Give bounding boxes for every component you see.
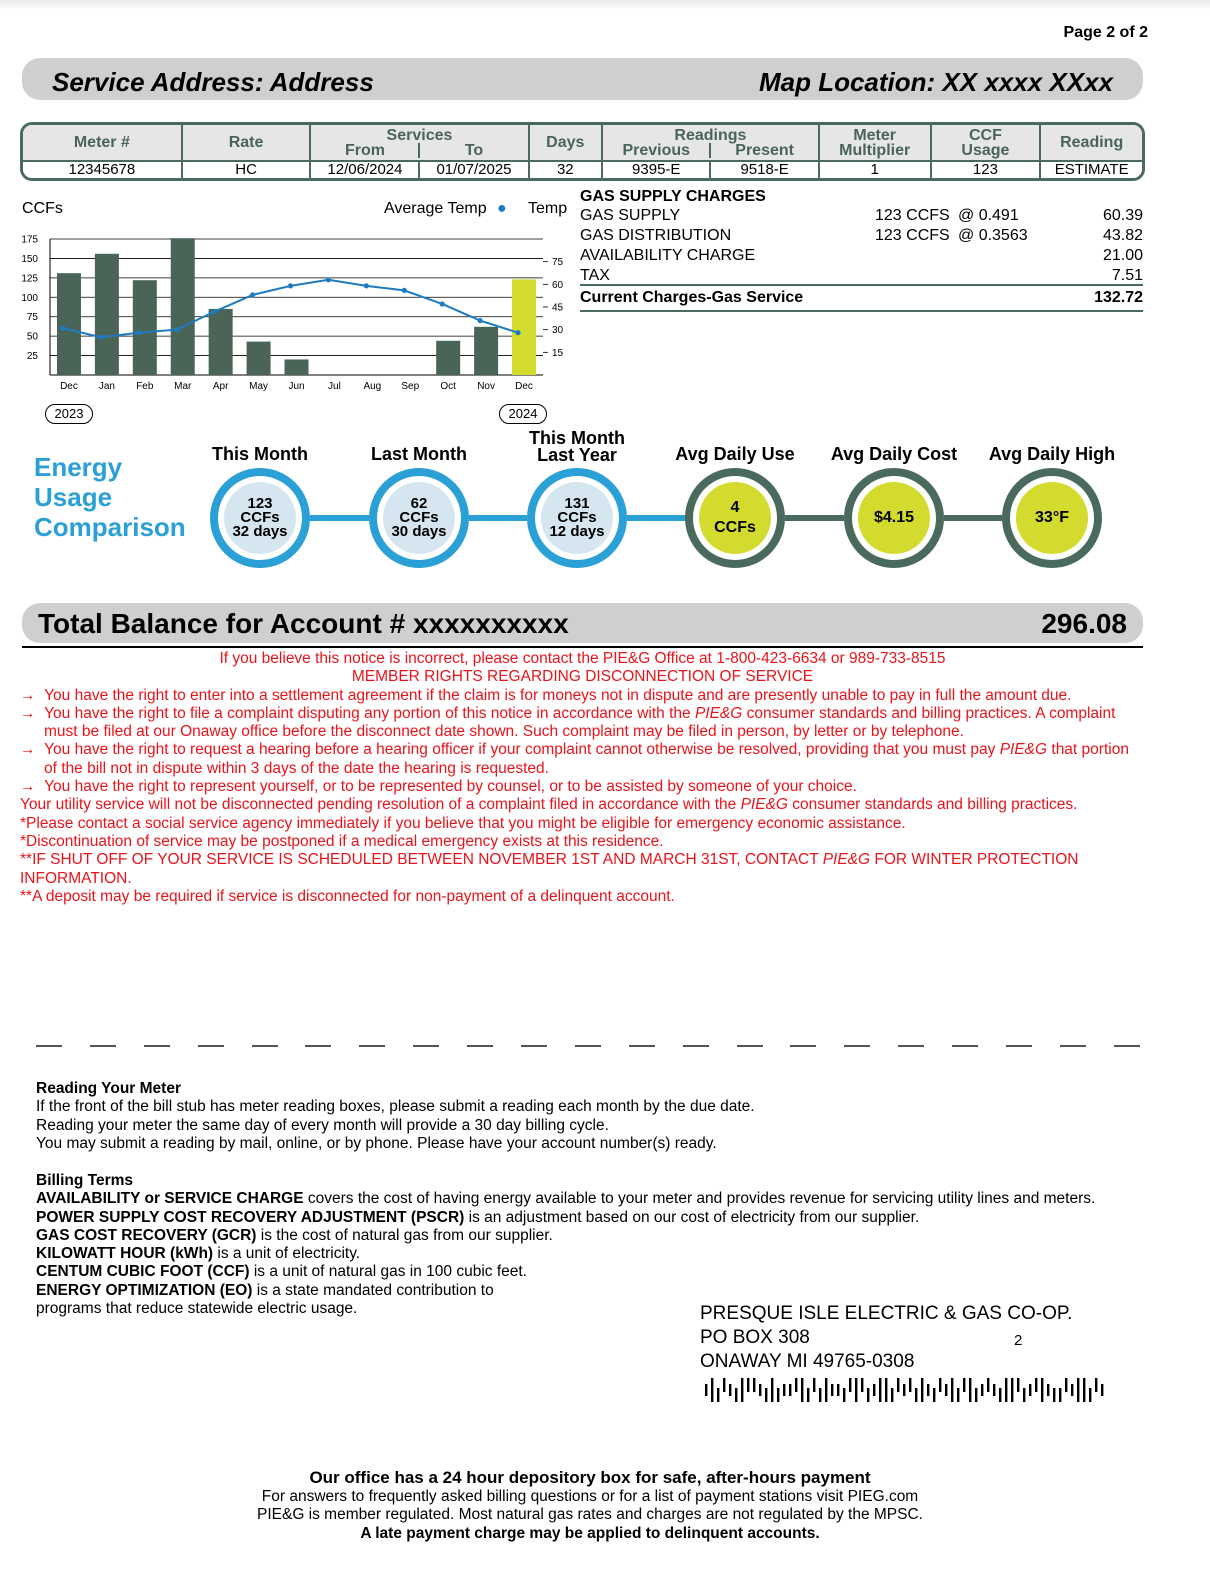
barcode-bar: [1023, 1388, 1025, 1402]
barcode-bar: [867, 1388, 869, 1402]
arrow-icon: →: [20, 741, 45, 759]
barcode-bar: [1017, 1378, 1019, 1392]
right-1: [20, 687, 1145, 705]
barcode-bar: [999, 1388, 1001, 1402]
y-right-tick-label: 45: [552, 302, 564, 314]
barcode-bar: [915, 1388, 917, 1402]
balance-rule: [22, 646, 1143, 648]
right-2-text-c: consumer standards and billing practices. A complaint must be filed at our Onaway office before the disconnect date shown. Such complaint may be filed in person, by letter or by telephone.: [44, 704, 1116, 741]
barcode-bar: [1095, 1378, 1097, 1392]
barcode-bar: [891, 1388, 893, 1402]
usage-bar: [57, 273, 81, 375]
comparison-value: 123: [247, 495, 273, 512]
notice-p1: [20, 796, 1145, 814]
barcode-bar: [741, 1378, 743, 1402]
billing-term: [36, 1245, 1095, 1263]
meter-header: Meter #: [23, 125, 183, 160]
notice-p3: *Discontinuation of service may be postponed if a medical emergency exists at this residence.: [20, 832, 664, 850]
temp-point: [174, 327, 179, 332]
barcode-bar: [897, 1378, 899, 1392]
services-title: Services: [386, 126, 453, 144]
map-location: Map Location: XX xxxx XXxx: [758, 67, 1113, 97]
x-tick-label: Oct: [440, 381, 456, 392]
term-name: AVAILABILITY or SERVICE CHARGE: [36, 1190, 304, 1208]
footer-line3: PIE&G is member regulated. Most natural gas rates and charges are not regulated by the MPSC.: [257, 1506, 923, 1524]
right-4: [20, 778, 1145, 796]
billing-term: [36, 1227, 1095, 1245]
comparison-value: $4.15: [873, 509, 915, 526]
barcode-bar: [927, 1384, 929, 1396]
notice-contact: If you believe this notice is incorrect, please contact the PIE&G Office at 1-800-423-6634 or 989-733-8515: [219, 650, 946, 667]
comparison-value: 32 days: [232, 523, 288, 540]
comparison-circle-inner: [541, 482, 613, 554]
temp-point: [364, 283, 369, 288]
barcode-bar: [939, 1378, 941, 1392]
x-tick-label: Apr: [212, 381, 229, 392]
comparison-title-line2: Usage: [34, 482, 113, 512]
usage-bar: [209, 309, 233, 375]
comparison-value: 30 days: [391, 523, 447, 540]
barcode-bar: [1053, 1388, 1055, 1402]
billing-terms-section: [36, 1172, 1095, 1318]
readings-header: [603, 125, 820, 160]
x-tick-label: Jun: [288, 381, 305, 392]
usage-bar: [171, 238, 195, 375]
term-name: POWER SUPPLY COST RECOVERY ADJUSTMENT (PSCR): [36, 1208, 465, 1226]
charges-total-label: Current Charges-Gas Service: [580, 289, 804, 306]
arrow-icon: →: [20, 686, 45, 704]
barcode-bar: [969, 1378, 971, 1402]
comparison-label: Avg Daily High: [988, 444, 1116, 464]
comparison-circle: [210, 468, 310, 568]
rate-header: Rate: [183, 125, 312, 160]
charge-amount: 43.82: [1102, 227, 1143, 244]
barcode-bar: [1005, 1378, 1007, 1402]
right-3: [20, 741, 1145, 778]
barcode-bar: [1047, 1384, 1049, 1396]
mailing-code: 2: [1014, 1332, 1023, 1349]
barcode-bar: [1041, 1378, 1043, 1402]
temp-point: [440, 301, 445, 306]
charge-label: GAS DISTRIBUTION: [580, 227, 732, 244]
balance-amount: 296.08: [1041, 608, 1127, 639]
barcode-bar: [885, 1378, 887, 1402]
right-1-text: You have the right to enter into a settlement agreement if the claim is for moneys not in dispute and are presently unable to pay in full the amount due.: [44, 686, 1072, 704]
usage-bar: [474, 327, 498, 375]
barcode-bar: [717, 1388, 719, 1402]
multiplier-header: Meter Multiplier: [820, 125, 932, 160]
comparison-title: [34, 452, 186, 542]
year-badge-2024: 2024: [499, 404, 547, 424]
barcode-bar: [801, 1378, 803, 1402]
balance-label: Total Balance for Account # xxxxxxxxxx: [38, 608, 569, 639]
charge-rate: @ 0.3563: [958, 227, 1028, 244]
barcode-bar: [789, 1384, 791, 1396]
page-top-shade: [0, 0, 1210, 10]
temp-point: [478, 318, 483, 323]
present-header: Present: [735, 141, 794, 159]
barcode-bar: [795, 1378, 797, 1392]
barcode-bar: [825, 1378, 827, 1402]
term-name: CENTUM CUBIC FOOT (CCF): [36, 1263, 250, 1281]
right-3-company: PIE&G: [999, 741, 1048, 759]
comparison-circle-inner: [858, 482, 930, 554]
barcode-bar: [1035, 1378, 1037, 1392]
right-3-text-a: You have the right to request a hearing before a hearing officer if your complaint cannot otherwise be resolved, providing that you must pay: [44, 741, 1000, 759]
billing-term: [36, 1190, 1095, 1208]
right-2-text-a: You have the right to file a complaint disputing any portion of this notice in accordance with the: [44, 704, 695, 722]
barcode-bar: [945, 1384, 947, 1396]
comparison-label-line2: Last Year: [537, 445, 617, 465]
billing-terms-title: Billing Terms: [36, 1172, 134, 1189]
usage-bar: [95, 254, 119, 375]
billing-terms-tail: programs that reduce statewide electric usage.: [36, 1300, 358, 1318]
y-right-tick-label: 75: [552, 257, 564, 269]
x-tick-label: Nov: [477, 381, 496, 392]
x-tick-label: Feb: [136, 381, 154, 392]
barcode-bar: [771, 1378, 773, 1402]
comparison-circle-inner: [1016, 482, 1088, 554]
comparison-value: 33°F: [1035, 509, 1069, 526]
comparison-connector: [627, 515, 685, 521]
barcode-bar: [837, 1384, 839, 1396]
barcode-bar: [921, 1378, 923, 1402]
barcode-bar: [831, 1384, 833, 1396]
y-right-tick-label: 60: [552, 279, 564, 291]
comparison-value: CCFs: [714, 519, 756, 536]
barcode-bar: [909, 1378, 911, 1392]
billing-term: [36, 1263, 1095, 1281]
usage-bar: [247, 342, 271, 375]
footer-line1: Our office has a 24 hour depository box for safe, after-hours payment: [309, 1468, 871, 1487]
barcode-bar: [777, 1388, 779, 1402]
term-def: is the cost of natural gas from our supplier.: [256, 1226, 553, 1244]
footer-line4: A late payment charge may be applied to delinquent accounts.: [360, 1524, 820, 1542]
tear-line: [36, 1045, 1140, 1047]
chart-y-right-label: Temp: [528, 200, 568, 217]
comparison-circle: [369, 468, 469, 568]
x-tick-label: May: [249, 381, 269, 392]
multiplier-value: 1: [820, 160, 932, 178]
y-right-tick-label: 15: [552, 347, 564, 359]
y-left-tick-label: 75: [26, 312, 38, 324]
comparison-value: CCFs: [557, 509, 597, 526]
temp-point: [326, 277, 331, 282]
notice-p4-company: PIE&G: [822, 851, 871, 869]
reading-meter-title: Reading Your Meter: [36, 1080, 181, 1097]
barcode-bar: [723, 1378, 725, 1392]
term-name: KILOWATT HOUR (kWh): [36, 1245, 214, 1263]
comparison-connector: [310, 515, 369, 521]
notice-p2: *Please contact a social service agency immediately if you believe that you might be eligible for emergency economic assistance.: [20, 814, 906, 832]
x-tick-label: Mar: [174, 381, 192, 392]
charges-rule-top: [580, 284, 1143, 286]
comparison-title-line1: Energy: [34, 452, 123, 482]
temp-point: [250, 292, 255, 297]
service-dates: [311, 160, 529, 178]
term-name: ENERGY OPTIMIZATION (EO): [36, 1281, 253, 1299]
from-header: From: [311, 143, 420, 158]
comparison-value: CCFs: [399, 509, 439, 526]
barcode-bar: [1065, 1378, 1067, 1392]
barcode-bar: [981, 1384, 983, 1396]
to-header: To: [464, 141, 484, 159]
x-tick-label: Dec: [60, 381, 78, 392]
reading-header: Reading: [1041, 125, 1142, 160]
y-left-tick-label: 125: [21, 273, 38, 285]
notice-p4-a: **IF SHUT OFF OF YOUR SERVICE IS SCHEDULED BETWEEN NOVEMBER 1ST AND MARCH 31ST, CONTACT: [20, 851, 823, 869]
y-right-tick-label: 30: [552, 325, 564, 337]
readings-title: Readings: [674, 126, 747, 144]
comparison-circle: [685, 468, 785, 568]
billing-term: [36, 1209, 1095, 1227]
present-value: 9518-E: [740, 161, 789, 178]
barcode-bar: [711, 1378, 713, 1402]
barcode-bar: [1029, 1384, 1031, 1396]
comparison-label: This Month: [212, 444, 308, 464]
y-left-tick-label: 175: [21, 234, 38, 246]
arrow-icon: →: [20, 704, 45, 722]
temp-point: [60, 326, 65, 331]
previous-header: Previous: [603, 143, 711, 158]
comparison-circle: [1002, 468, 1102, 568]
comparison-label: Avg Daily Cost: [830, 444, 958, 464]
reading-meter-line: If the front of the bill stub has meter reading boxes, please submit a reading each month by the due date.: [36, 1098, 755, 1116]
charge-amount: 21.00: [1102, 247, 1143, 264]
comparison-value: CCFs: [240, 509, 280, 526]
barcode-bar: [747, 1378, 749, 1392]
barcode-bar: [813, 1378, 815, 1392]
reading-meter-line: You may submit a reading by mail, online, or by phone. Please have your account number(s) ready.: [36, 1134, 717, 1152]
barcode-bar: [807, 1388, 809, 1402]
notice-p4-c: FOR WINTER PROTECTION INFORMATION.: [20, 851, 1079, 887]
meter-value: 12345678: [23, 160, 183, 178]
year-badge-2023: 2023: [45, 404, 93, 424]
to-value: 01/07/2025: [436, 161, 512, 178]
comparison-label-line1: This Month: [529, 428, 625, 448]
barcode-bar: [783, 1384, 785, 1396]
barcode-bar: [933, 1388, 935, 1402]
mailing-line1: PRESQUE ISLE ELECTRIC & GAS CO-OP.: [700, 1303, 1073, 1324]
mailing-line3: ONAWAY MI 49765-0308: [700, 1351, 915, 1372]
comparison-label: Last Month: [371, 444, 467, 464]
comparison-value: 12 days: [549, 523, 605, 540]
footer-line2: For answers to frequently asked billing questions or for a list of payment stations visit PIEG.com: [261, 1488, 919, 1505]
billing-term: [36, 1282, 1095, 1300]
barcode-bar: [873, 1384, 875, 1396]
charge-amount: 7.51: [1111, 267, 1143, 284]
notice-p1-a: Your utility service will not be disconnected pending resolution of a complaint filed in accordance with the: [20, 796, 741, 814]
term-def: is an adjustment based on our cost of electricity from our supplier.: [464, 1208, 920, 1226]
barcode-bar: [1089, 1388, 1091, 1402]
notice-p1-c: consumer standards and billing practices.: [787, 796, 1078, 814]
legend-label: Average Temp: [384, 200, 487, 217]
barcode-bar: [975, 1388, 977, 1402]
arrow-icon: →: [20, 778, 45, 796]
charge-amount: 60.39: [1102, 207, 1143, 224]
temp-point: [402, 288, 407, 293]
term-def: is a unit of electricity.: [213, 1245, 361, 1263]
comparison-circle-inner: [699, 482, 771, 554]
reading-value: ESTIMATE: [1041, 160, 1142, 178]
barcode-bar: [759, 1384, 761, 1396]
reading-values: [603, 160, 820, 178]
barcode-bar: [729, 1384, 731, 1396]
meter-table: [20, 122, 1145, 181]
right-2-company: PIE&G: [694, 704, 743, 722]
usage-bar: [285, 359, 309, 375]
comparison-connector: [785, 515, 844, 521]
temp-point: [98, 335, 103, 340]
ccf-usage-value: 123: [932, 160, 1042, 178]
mailing-line2: PO BOX 308: [700, 1327, 810, 1348]
comparison-value: 4: [730, 499, 740, 516]
charge-rate: @ 0.491: [958, 207, 1019, 224]
y-left-tick-label: 100: [21, 292, 38, 304]
x-tick-label: Dec: [515, 381, 533, 392]
barcode-bar: [843, 1388, 845, 1402]
barcode-bar: [753, 1378, 755, 1392]
comparison-connector: [944, 515, 1002, 521]
barcode-bar: [1059, 1388, 1061, 1402]
barcode-bar: [951, 1378, 953, 1402]
barcode-bar: [1101, 1384, 1103, 1396]
ccf-usage-header: CCF Usage: [932, 125, 1042, 160]
x-tick-label: Jul: [328, 381, 341, 392]
comparison-circle-inner: [224, 482, 296, 554]
right-4-text: You have the right to represent yourself, or to be represented by counsel, or to be assisted by someone of your choice.: [44, 778, 857, 796]
term-def: is a unit of natural gas in 100 cubic feet.: [249, 1263, 527, 1281]
total-balance-bar: [22, 603, 1143, 643]
rate-value: HC: [183, 160, 312, 178]
charge-qty: 123 CCFS: [875, 227, 950, 244]
barcode-bar: [849, 1378, 851, 1392]
usage-bar: [512, 279, 536, 375]
previous-value: 9395-E: [603, 162, 711, 178]
service-address: Service Address: Address: [52, 67, 374, 97]
charge-qty: 123 CCFS: [875, 207, 950, 224]
temp-point: [212, 309, 217, 314]
days-value: 32: [530, 160, 604, 178]
barcode-bar: [735, 1388, 737, 1402]
reading-meter-line: Reading your meter the same day of every month will provide a 30 day billing cycle.: [36, 1116, 609, 1134]
chart-legend: [384, 200, 507, 218]
comparison-connector: [469, 515, 527, 521]
temp-point: [136, 330, 141, 335]
barcode-bar: [987, 1378, 989, 1392]
comparison-title-line3: Comparison: [34, 512, 186, 542]
charges-rule-bottom: [580, 310, 1143, 312]
barcode-bar: [705, 1384, 707, 1396]
notice-title: MEMBER RIGHTS REGARDING DISCONNECTION OF SERVICE: [351, 668, 814, 686]
barcode-bar: [819, 1388, 821, 1402]
x-tick-label: Aug: [363, 381, 382, 392]
usage-chart: [20, 222, 580, 432]
notice-p5: **A deposit may be required if service is disconnected for non-payment of a delinquent account.: [20, 887, 675, 905]
charge-label: TAX: [580, 267, 610, 284]
comparison-circle: [844, 468, 944, 568]
barcode-bar: [1071, 1384, 1073, 1396]
usage-bar: [436, 341, 460, 375]
notice-p4: [20, 851, 1145, 888]
barcode-bar: [1083, 1378, 1085, 1402]
comparison-value: 131: [564, 495, 590, 512]
page-number: Page 2 of 2: [1063, 24, 1148, 41]
services-header: [311, 125, 529, 160]
charges-title: GAS SUPPLY CHARGES: [580, 188, 766, 205]
comparison-circle-inner: [383, 482, 455, 554]
barcode-bar: [855, 1378, 857, 1402]
charge-label: AVAILABILITY CHARGE: [580, 247, 756, 264]
barcode-bar: [993, 1384, 995, 1396]
barcode-bar: [879, 1378, 881, 1402]
from-value: 12/06/2024: [311, 162, 420, 178]
barcode-bar: [765, 1388, 767, 1402]
right-3-text-c: that portion of the bill not in dispute within 3 days of the date the hearing is requested.: [44, 741, 1129, 777]
usage-bar: [133, 280, 157, 375]
barcode-bar: [957, 1388, 959, 1402]
x-tick-label: Sep: [401, 381, 420, 392]
days-header: Days: [530, 125, 604, 160]
barcode-bar: [1077, 1378, 1079, 1402]
comparison-label: [497, 430, 657, 464]
comparison-label: Avg Daily Use: [675, 444, 795, 464]
barcode-bar: [1011, 1378, 1013, 1402]
notice-p1-company: PIE&G: [740, 796, 788, 814]
y-left-tick-label: 50: [26, 331, 38, 343]
comparison-value: 62: [410, 495, 428, 512]
charge-label: GAS SUPPLY: [580, 207, 681, 224]
chart-y-left-label: CCFs: [22, 200, 63, 217]
y-left-tick-label: 150: [21, 253, 38, 265]
barcode-bar: [963, 1378, 965, 1392]
reading-meter-section: [36, 1080, 755, 1153]
barcode-bar: [861, 1378, 863, 1392]
disconnection-notice: [20, 650, 1145, 906]
temp-point: [288, 283, 293, 288]
postal-barcode-icon: [704, 1378, 1108, 1402]
term-def: covers the cost of having energy available to your meter and provides revenue for servicing utility lines and meters.: [303, 1190, 1096, 1208]
term-def: is a state mandated contribution to: [252, 1281, 494, 1299]
y-left-tick-label: 25: [26, 351, 38, 363]
x-tick-label: Jan: [98, 381, 115, 392]
charges-total-amount: 132.72: [1094, 289, 1143, 306]
barcode-bar: [903, 1384, 905, 1396]
legend-dot-icon: ●: [497, 200, 507, 217]
footer: [0, 1468, 1180, 1543]
service-address-bar: [22, 58, 1143, 100]
right-2: [20, 705, 1145, 742]
temp-point: [515, 330, 520, 335]
comparison-circle: [527, 468, 627, 568]
term-name: GAS COST RECOVERY (GCR): [36, 1226, 257, 1244]
